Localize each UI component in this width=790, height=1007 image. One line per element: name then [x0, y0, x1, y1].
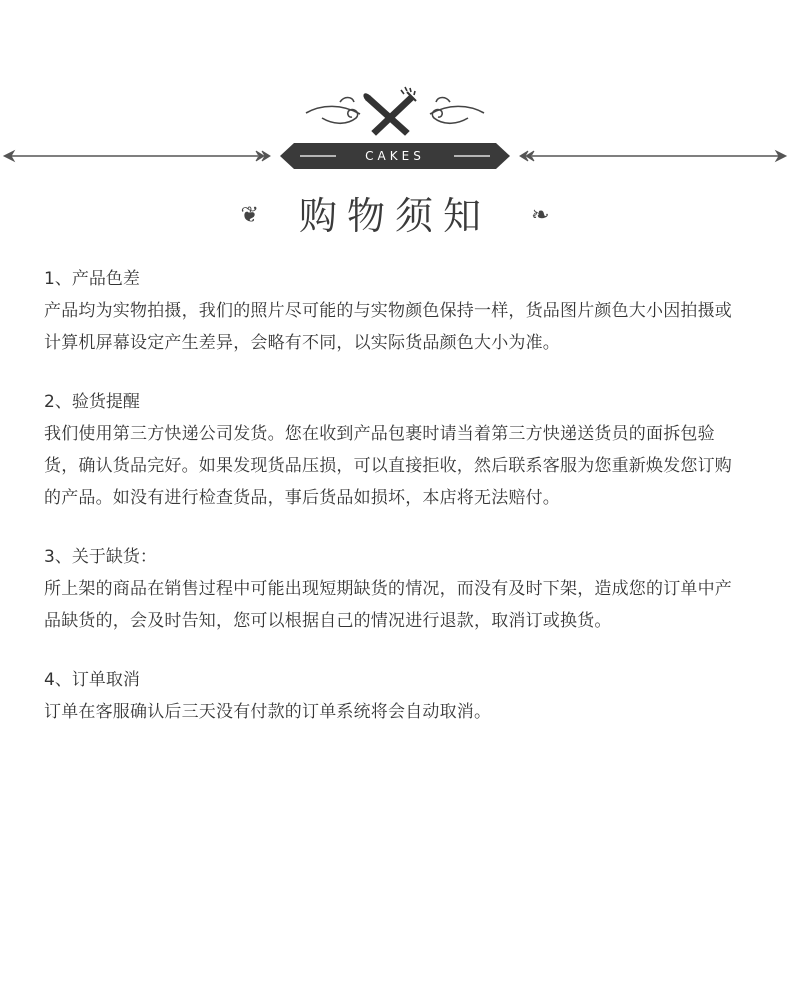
section-out-of-stock — [44, 542, 744, 637]
section-body: 所上架的商品在销售过程中可能出现短期缺货的情况，而没有及时下架，造成您的订单中产品缺货的，会及时告知，您可以根据自己的情况进行退款，取消订或换货。 — [44, 579, 732, 631]
page-title: 购物须知 — [298, 193, 491, 238]
right-swirl-ornament — [430, 98, 484, 124]
section-order-cancellation — [44, 665, 744, 728]
badge-label: CAKES — [365, 149, 425, 163]
cakes-ornament — [0, 0, 790, 200]
section-title: 4、订单取消 — [44, 670, 140, 690]
section-color-difference — [44, 264, 744, 359]
left-flourish-icon: ❦ — [240, 202, 259, 228]
page-title-row — [0, 186, 790, 242]
section-body: 产品均为实物拍摄，我们的照片尽可能的与实物颜色保持一样，货品图片颜色大小因拍摄或计算机屏幕设定产生差异，会略有不同，以实际货品颜色大小为准。 — [44, 301, 732, 353]
section-title: 2、验货提醒 — [44, 392, 140, 412]
left-swirl-ornament — [306, 98, 360, 124]
right-arrow-line — [520, 151, 786, 161]
fork-knife-icon — [364, 87, 416, 135]
section-body: 订单在客服确认后三天没有付款的订单系统将会自动取消。 — [44, 702, 492, 722]
section-body: 我们使用第三方快递公司发货。您在收到产品包裹时请当着第三方快递送货员的面拆包验货，确认货品完好。如果发现货品压损，可以直接拒收，然后联系客服为您重新焕发您订购的产品。如没有进行检查货品，事后货品如损坏，本店将无法赔付。 — [44, 424, 732, 508]
notice-content — [44, 264, 744, 756]
section-title: 1、产品色差 — [44, 269, 140, 289]
left-arrow-line — [4, 151, 270, 161]
section-title: 3、关于缺货： — [44, 547, 157, 567]
section-inspection-reminder — [44, 387, 744, 514]
right-flourish-icon: ❧ — [531, 202, 550, 228]
